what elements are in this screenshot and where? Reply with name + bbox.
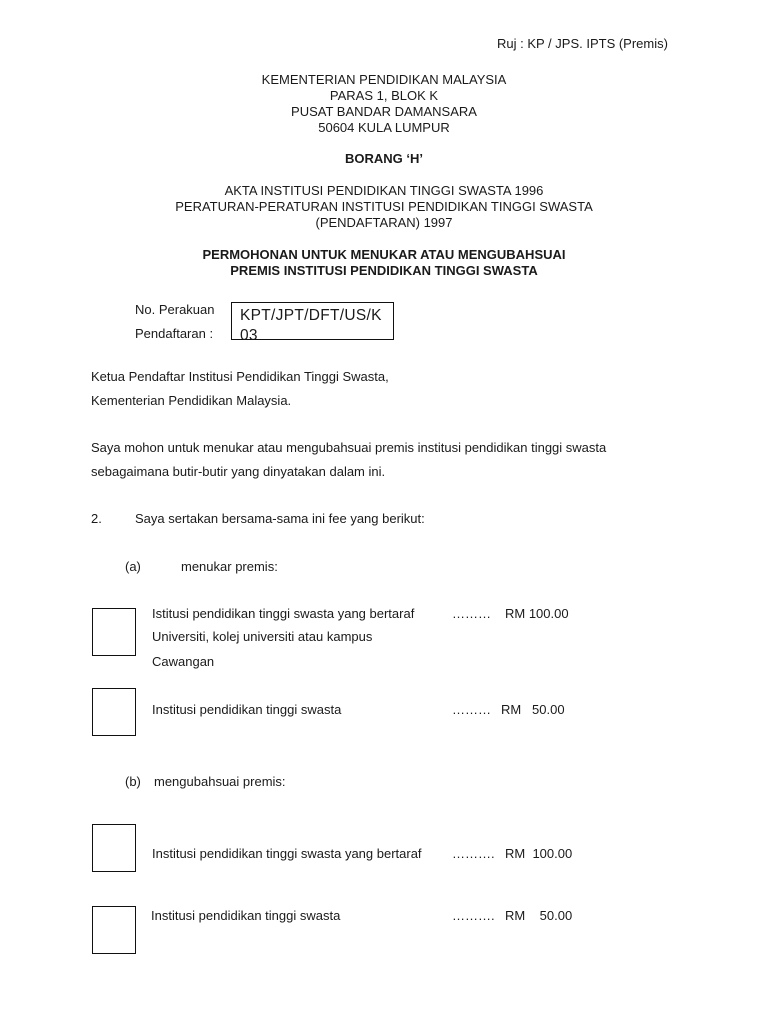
item-b2-dots: ………. [452,908,495,923]
item-a1-dots: ……… [452,606,491,621]
item-a1-line-3: Cawangan [152,654,215,669]
address-line-2: PARAS 1, BLOK K [329,88,439,103]
item-a1-line-2: Universiti, kolej universiti atau kampus [152,629,373,644]
item-a2-line-1: Institusi pendidikan tinggi swasta [152,702,342,717]
part-b-marker: (b) [125,774,141,789]
certificate-number-value: KPT/JPT/DFT/US/K03 [240,307,382,340]
intro-line-2: sebagaimana butir-butir yang dinyatakan dalam ini. [91,464,386,479]
section-2-text: Saya sertakan bersama-sama ini fee yang berikut: [135,511,425,526]
act-line-2: PERATURAN-PERATURAN INSTITUSI PENDIDIKAN TINGGI SWASTA [175,199,593,214]
part-b-label: mengubahsuai premis: [154,774,286,789]
item-b2-fee: RM 50.00 [505,908,573,923]
application-title-line-1: PERMOHONAN UNTUK MENUKAR ATAU MENGUBAHSUAI [202,247,566,262]
item-a2-dots: ……… [452,702,491,717]
certificate-label-line-2: Pendaftaran : [135,326,214,341]
address-line-4: 50604 KULA LUMPUR [318,120,450,135]
part-a-marker: (a) [125,559,141,574]
intro-line-1: Saya mohon untuk menukar atau mengubahsuai premis institusi pendidikan tinggi swasta [91,440,607,455]
addressee-line-2: Kementerian Pendidikan Malaysia. [91,393,292,408]
form-title: BORANG ‘H’ [345,151,423,166]
item-a2-fee: RM 50.00 [501,702,565,717]
certificate-number-field[interactable] [231,302,394,340]
checkbox-a-institution[interactable] [92,688,136,736]
address-line-1: KEMENTERIAN PENDIDIKAN MALAYSIA [261,72,507,87]
checkbox-b-institution[interactable] [92,906,136,954]
item-a1-fee: RM 100.00 [505,606,569,621]
act-line-1: AKTA INSTITUSI PENDIDIKAN TINGGI SWASTA 1996 [224,183,544,198]
item-b2-line-1: Institusi pendidikan tinggi swasta [151,908,341,923]
certificate-label-line-1: No. Perakuan [135,302,215,317]
item-b1-line-1: Institusi pendidikan tinggi swasta yang bertaraf [152,846,422,861]
item-b1-dots: ………. [452,846,495,861]
checkbox-a-university[interactable] [92,608,136,656]
section-2-number: 2. [91,511,102,526]
address-line-3: PUSAT BANDAR DAMANSARA [291,104,477,119]
item-a1-line-1: Istitusi pendidikan tinggi swasta yang bertaraf [152,606,415,621]
reference-number: Ruj : KP / JPS. IPTS (Premis) [497,36,668,51]
addressee-line-1: Ketua Pendaftar Institusi Pendidikan Tinggi Swasta, [91,369,389,384]
checkbox-b-university[interactable] [92,824,136,872]
application-title-line-2: PREMIS INSTITUSI PENDIDIKAN TINGGI SWASTA [230,263,538,278]
part-a-label: menukar premis: [181,559,278,574]
act-line-3: (PENDAFTARAN) 1997 [315,215,453,230]
item-b1-fee: RM 100.00 [505,846,573,861]
